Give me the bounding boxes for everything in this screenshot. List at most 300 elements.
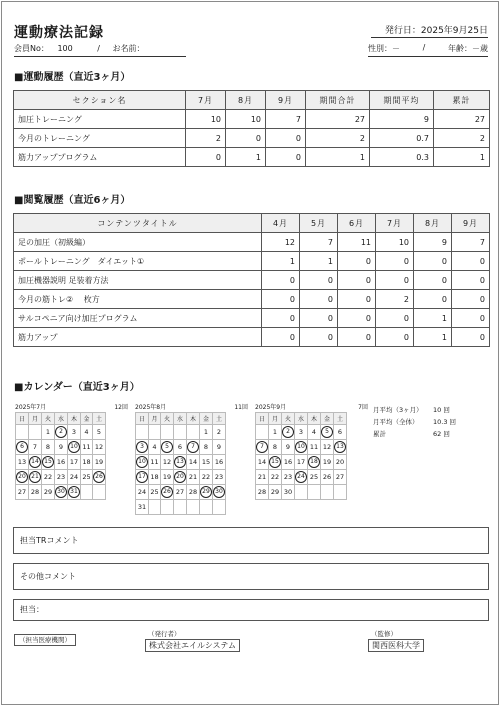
calendar-day: [29, 440, 42, 455]
calendar-day: [42, 455, 55, 470]
day-number: 26: [322, 473, 332, 481]
day-number: 24: [137, 488, 147, 496]
weekday-label: 金: [321, 413, 334, 425]
stat-value: 62 回: [433, 429, 450, 438]
calendar-day: [68, 440, 81, 455]
attended-day-mark: 7: [256, 441, 268, 453]
exercise-table: [13, 90, 490, 167]
calendar-day: [93, 440, 106, 455]
calendar-week: [136, 455, 226, 470]
calendar-day: [282, 455, 295, 470]
calendar-day: [334, 470, 347, 485]
value-cell: 1: [306, 148, 370, 167]
weekday-label: 木: [187, 413, 200, 425]
calendar-day: [321, 425, 334, 440]
weekday-label: 水: [55, 413, 68, 425]
day-number: 4: [84, 428, 89, 436]
calendar-grid: [255, 412, 347, 500]
value-cell: 0: [186, 148, 226, 167]
calendar-week: [16, 455, 106, 470]
calendar-day: [29, 470, 42, 485]
attended-day-mark: 20: [16, 471, 28, 483]
sex-age-line: [368, 43, 488, 57]
calendar-day: [161, 500, 174, 515]
attended-day-mark: 14: [29, 456, 41, 468]
exercise-column-header: 9月: [266, 91, 306, 110]
day-number: 12: [322, 443, 332, 451]
calendar-month-title: 2025年8月: [135, 403, 167, 411]
record-page: [1, 1, 499, 705]
separator: /: [97, 44, 100, 53]
medical-label: （担当医療機関）: [14, 634, 76, 646]
calendar-day: [149, 470, 161, 485]
weekday-label: 月: [29, 413, 42, 425]
viewing-column-header: 7月: [376, 214, 414, 233]
value-cell: 7: [300, 233, 338, 252]
weekday-label: 火: [42, 413, 55, 425]
calendar-week: [136, 470, 226, 485]
attended-day-mark: 21: [29, 471, 41, 483]
row-name-cell: ポールトレーニング ダイエット①: [14, 252, 262, 271]
attended-day-mark: 2: [282, 426, 294, 438]
stat-row: [373, 403, 456, 415]
value-cell: 0: [414, 252, 452, 271]
calendar-day: [174, 485, 187, 500]
weekday-label: 日: [256, 413, 269, 425]
value-cell: 10: [226, 110, 266, 129]
calendar-day: [81, 485, 93, 500]
calendar-month-7: [15, 400, 128, 500]
attended-day-mark: 15: [269, 456, 281, 468]
calendar-day: [161, 425, 174, 440]
table-row: [14, 328, 490, 347]
stat-label: 月平均（全体）: [373, 417, 419, 426]
viewing-table: [13, 213, 490, 347]
calendar-week: [136, 485, 226, 500]
value-cell: 0: [300, 290, 338, 309]
stat-label: 累計: [373, 429, 386, 438]
attended-day-mark: 20: [174, 471, 186, 483]
attended-day-mark: 13: [174, 456, 186, 468]
calendar-day: [269, 485, 282, 500]
stat-label: 月平均（3ヶ月）: [373, 405, 423, 414]
calendar-day: [334, 485, 347, 500]
weekday-label: 水: [295, 413, 308, 425]
calendar-day: [213, 470, 226, 485]
day-number: 16: [214, 458, 224, 466]
calendar-day: [213, 440, 226, 455]
viewing-column-header: 6月: [338, 214, 376, 233]
calendar-day: [282, 425, 295, 440]
calendar-day: [187, 440, 200, 455]
value-cell: 12: [262, 233, 300, 252]
attended-day-mark: 30: [213, 486, 225, 498]
day-number: 18: [82, 458, 91, 466]
calendar-week: [256, 470, 347, 485]
table-row: [14, 309, 490, 328]
calendar-week: [256, 455, 347, 470]
value-cell: 1: [434, 148, 490, 167]
exercise-column-header: 7月: [186, 91, 226, 110]
staff-label: 担当：: [20, 605, 44, 614]
calendar-day: [334, 455, 347, 470]
calendar-day: [295, 485, 308, 500]
stat-value: 10.3 回: [433, 417, 457, 426]
calendar-day: [200, 470, 213, 485]
value-cell: 10: [376, 233, 414, 252]
value-cell: 0: [338, 252, 376, 271]
calendar-week: [16, 440, 106, 455]
calendar-day: [308, 470, 321, 485]
value-cell: 0: [452, 252, 490, 271]
day-number: 12: [162, 458, 172, 466]
value-cell: 2: [306, 129, 370, 148]
calendar-day: [42, 485, 55, 500]
value-cell: 10: [186, 110, 226, 129]
calendar-day: [174, 425, 187, 440]
calendar-day: [68, 455, 81, 470]
table-row: [14, 271, 490, 290]
calendar-day: [42, 425, 55, 440]
day-number: 23: [56, 473, 66, 481]
attended-day-mark: 24: [295, 471, 307, 483]
value-cell: 0: [300, 328, 338, 347]
day-number: 30: [283, 488, 293, 496]
calendar-day: [16, 455, 29, 470]
table-row: [14, 252, 490, 271]
calendar-day: [149, 500, 161, 515]
weekday-label: 火: [282, 413, 295, 425]
calendar-day: [149, 425, 161, 440]
day-number: 23: [214, 473, 224, 481]
day-number: 2: [216, 428, 222, 436]
row-name-cell: サルコペニア向け加圧プログラム: [14, 309, 262, 328]
day-number: 14: [188, 458, 198, 466]
calendar-day: [187, 500, 200, 515]
weekday-label: 火: [161, 413, 174, 425]
day-number: 24: [69, 473, 79, 481]
calendar-day: [136, 500, 149, 515]
day-number: 23: [283, 473, 293, 481]
day-number: 16: [283, 458, 293, 466]
value-cell: 7: [452, 233, 490, 252]
value-cell: 27: [434, 110, 490, 129]
sex-label: 性別：－: [368, 44, 400, 53]
exercise-column-header: 8月: [226, 91, 266, 110]
value-cell: 0: [376, 309, 414, 328]
calendar-week: [16, 485, 106, 500]
calendar-day: [295, 470, 308, 485]
calendar-day: [81, 470, 93, 485]
value-cell: 0.3: [370, 148, 434, 167]
calendar-day: [282, 440, 295, 455]
value-cell: 2: [434, 129, 490, 148]
table-row: [14, 290, 490, 309]
calendar-day: [200, 485, 213, 500]
calendar-week: [256, 485, 347, 500]
calendar-day: [42, 440, 55, 455]
calendar-day: [136, 455, 149, 470]
calendar-day: [213, 485, 226, 500]
weekday-label: 月: [269, 413, 282, 425]
day-number: 15: [201, 458, 211, 466]
calendar-day: [213, 455, 226, 470]
calendar-day: [29, 455, 42, 470]
attended-day-mark: 15: [42, 456, 54, 468]
calendar-day: [256, 425, 269, 440]
calendar-day: [81, 455, 93, 470]
calendar-day: [187, 425, 200, 440]
weekday-label: 日: [16, 413, 29, 425]
attended-day-mark: 26: [161, 486, 173, 498]
weekday-label: 木: [68, 413, 81, 425]
value-cell: 0: [338, 290, 376, 309]
calendar-day: [334, 425, 347, 440]
day-number: 1: [272, 428, 278, 436]
attended-day-mark: 5: [321, 426, 333, 438]
day-number: 25: [150, 488, 159, 496]
member-no-label: 会員No：: [14, 44, 49, 53]
value-cell: 27: [306, 110, 370, 129]
calendar-day: [93, 455, 106, 470]
table-row: [14, 233, 490, 252]
calendar-day: [269, 425, 282, 440]
day-number: 20: [335, 458, 345, 466]
table-row: [14, 148, 490, 167]
value-cell: 0: [300, 271, 338, 290]
calendar-day: [321, 470, 334, 485]
weekday-row: [136, 413, 226, 425]
calendar-day: [269, 470, 282, 485]
calendar-week: [136, 440, 226, 455]
calendar-day: [55, 440, 68, 455]
calendar-day: [200, 455, 213, 470]
day-number: 27: [335, 473, 345, 481]
weekday-row: [16, 413, 106, 425]
day-number: 25: [309, 473, 319, 481]
calendar-day: [149, 440, 161, 455]
exercise-column-header: 期間平均: [370, 91, 434, 110]
exercise-column-header: 期間合計: [306, 91, 370, 110]
day-number: 17: [69, 458, 79, 466]
day-number: 13: [17, 458, 27, 466]
stat-row: [373, 415, 456, 427]
calendar-day: [55, 470, 68, 485]
calendar-day: [321, 455, 334, 470]
attended-day-mark: 29: [200, 486, 212, 498]
day-number: 8: [203, 443, 209, 451]
value-cell: 0: [262, 271, 300, 290]
issue-date: 発行日：2025年9月25日: [371, 23, 488, 38]
calendar-day: [308, 440, 321, 455]
weekday-label: 木: [308, 413, 321, 425]
day-number: 8: [45, 443, 51, 451]
value-cell: 0: [452, 271, 490, 290]
calendar-month-title: 2025年9月: [255, 403, 287, 411]
calendar-day: [295, 440, 308, 455]
calendar-day: [174, 455, 187, 470]
value-cell: 0: [452, 309, 490, 328]
calendar-month-9: [255, 400, 368, 500]
weekday-label: 金: [200, 413, 213, 425]
viewing-column-header: 5月: [300, 214, 338, 233]
value-cell: 0: [262, 309, 300, 328]
calendar-week: [16, 425, 106, 440]
day-number: 6: [177, 443, 183, 451]
day-number: 28: [257, 488, 267, 496]
calendar-week: [136, 425, 226, 440]
day-number: 29: [270, 488, 280, 496]
day-number: 7: [32, 443, 38, 451]
calendar-day: [161, 485, 174, 500]
calendar-day: [55, 425, 68, 440]
calendar-day: [174, 470, 187, 485]
staff-box: [13, 599, 489, 621]
issuer-name: 株式会社エイルシステム: [145, 639, 240, 652]
exercise-header-row: [14, 91, 490, 110]
day-number: 9: [216, 443, 222, 451]
value-cell: 1: [300, 252, 338, 271]
value-cell: 2: [376, 290, 414, 309]
calendar-day: [308, 425, 321, 440]
calendar-day: [200, 425, 213, 440]
attended-day-mark: 7: [187, 441, 199, 453]
calendar-day: [213, 425, 226, 440]
calendar-day: [136, 425, 149, 440]
weekday-label: 月: [149, 413, 161, 425]
attended-day-mark: 31: [68, 486, 80, 498]
row-name-cell: 加圧機器説明 足装着方法: [14, 271, 262, 290]
calendar-day: [29, 485, 42, 500]
calendar-day: [213, 500, 226, 515]
calendar-month-title: 2025年7月: [15, 403, 47, 411]
day-number: 17: [296, 458, 306, 466]
day-number: 28: [30, 488, 40, 496]
calendar-day: [269, 455, 282, 470]
value-cell: 0: [266, 129, 306, 148]
calendar-day: [200, 500, 213, 515]
value-cell: 0: [262, 290, 300, 309]
weekday-label: 水: [174, 413, 187, 425]
value-cell: 0: [226, 129, 266, 148]
day-number: 19: [162, 473, 172, 481]
row-name-cell: 加圧トレーニング: [14, 110, 186, 129]
calendar-day: [295, 425, 308, 440]
calendar-day: [321, 440, 334, 455]
value-cell: 9: [370, 110, 434, 129]
calendar-day: [256, 455, 269, 470]
calendar-day: [149, 485, 161, 500]
day-number: 22: [43, 473, 53, 481]
row-name-cell: 今月の筋トレ② 枚方: [14, 290, 262, 309]
value-cell: 0: [376, 328, 414, 347]
calendar-day: [256, 440, 269, 455]
calendar-heading: ■カレンダー（直近3ヶ月）: [14, 382, 140, 393]
day-number: 11: [82, 443, 91, 451]
calendar-day: [256, 470, 269, 485]
day-number: 27: [17, 488, 27, 496]
table-row: [14, 129, 490, 148]
trainer-comment-box: [13, 527, 489, 554]
calendar-day: [16, 470, 29, 485]
table-row: [14, 110, 490, 129]
value-cell: 1: [226, 148, 266, 167]
stat-row: [373, 427, 456, 439]
calendar-day: [187, 470, 200, 485]
calendar-day: [256, 485, 269, 500]
calendar-day: [93, 470, 106, 485]
attended-day-mark: 13: [334, 441, 346, 453]
supervisor-label: （監修）: [371, 630, 397, 638]
calendar-day: [282, 485, 295, 500]
calendar-week: [256, 425, 347, 440]
calendar-day: [16, 425, 29, 440]
calendar-day: [68, 470, 81, 485]
day-number: 16: [56, 458, 66, 466]
exercise-column-header: 累計: [434, 91, 490, 110]
value-cell: 1: [262, 252, 300, 271]
value-cell: 0: [376, 271, 414, 290]
day-number: 19: [322, 458, 332, 466]
calendar-month-header: [15, 400, 128, 412]
day-number: 21: [188, 473, 198, 481]
value-cell: 0: [452, 290, 490, 309]
calendar-day: [161, 455, 174, 470]
weekday-label: 土: [213, 413, 226, 425]
supervisor-name: 関西医科大学: [368, 639, 424, 652]
day-number: 28: [188, 488, 198, 496]
member-no: 100: [57, 44, 73, 53]
calendar-day: [136, 485, 149, 500]
other-comment-label: その他コメント: [20, 572, 76, 581]
viewing-column-header: 4月: [262, 214, 300, 233]
viewing-header-row: [14, 214, 490, 233]
row-name-cell: 今月のトレーニング: [14, 129, 186, 148]
calendar-day: [187, 455, 200, 470]
day-number: 25: [82, 473, 91, 481]
medical-institution: [14, 635, 76, 644]
weekday-label: 日: [136, 413, 149, 425]
calendar-day: [136, 470, 149, 485]
value-cell: 0: [338, 271, 376, 290]
calendar-day: [42, 470, 55, 485]
value-cell: 7: [266, 110, 306, 129]
calendar-month-count: 11回: [234, 403, 248, 411]
calendar-month-count: 12回: [114, 403, 128, 411]
day-number: 11: [150, 458, 159, 466]
attended-day-mark: 30: [55, 486, 67, 498]
value-cell: 2: [186, 129, 226, 148]
day-number: 5: [96, 428, 102, 436]
page-title: 運動療法記録: [14, 25, 104, 41]
calendar-grid: [135, 412, 226, 515]
value-cell: 0: [262, 328, 300, 347]
exercise-column-header: セクション名: [14, 91, 186, 110]
day-number: 8: [272, 443, 278, 451]
calendar-month-header: [135, 400, 248, 412]
calendar-day: [174, 440, 187, 455]
value-cell: 9: [414, 233, 452, 252]
calendar-day: [136, 440, 149, 455]
value-cell: 0: [300, 309, 338, 328]
trainer-comment-label: 担当TRコメント: [20, 536, 79, 545]
weekday-label: 金: [81, 413, 93, 425]
exercise-heading: ■運動履歴（直近3ヶ月）: [14, 72, 131, 83]
row-name-cell: 筋力アッププログラム: [14, 148, 186, 167]
day-number: 18: [150, 473, 159, 481]
calendar-day: [93, 485, 106, 500]
day-number: 9: [285, 443, 291, 451]
